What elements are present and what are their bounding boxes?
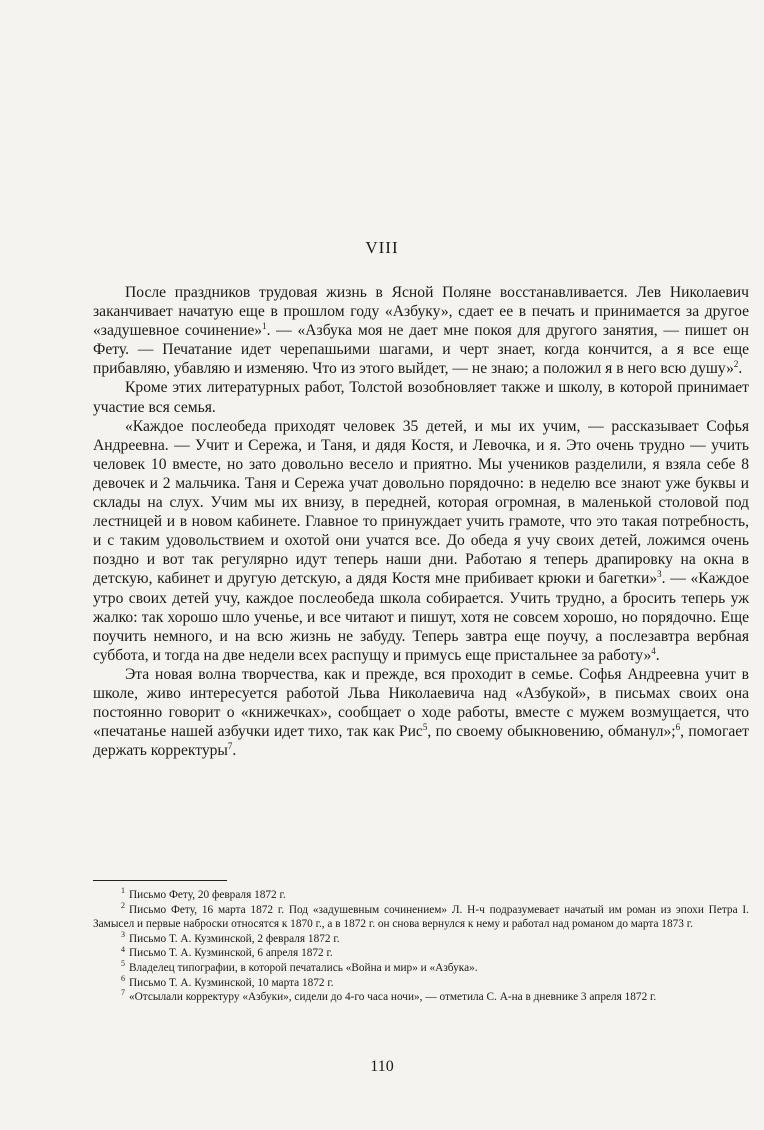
footnote (93, 900, 749, 932)
footnote (93, 932, 749, 947)
footnote (93, 961, 749, 976)
footnote-text: Письмо Т. А. Кузминской, 10 марта 1872 г. (129, 976, 334, 989)
footnote-ref-1: 1 (262, 321, 267, 331)
footnote-number: 4 (121, 944, 125, 954)
footnote-text: Письмо Т. А. Кузминской, 2 февраля 1872 г. (129, 932, 340, 945)
footnote-number: 2 (121, 900, 125, 910)
footnote-number: 7 (121, 988, 125, 998)
footnote-text: Письмо Фету, 20 февраля 1872 г. (129, 889, 286, 901)
footnote-ref-3: 3 (657, 569, 662, 580)
page-number: 110 (370, 1058, 394, 1075)
footnotes (93, 888, 749, 1005)
paragraph-4-text-c: , помогает держать корректуры (93, 723, 749, 760)
footnote-number: 5 (121, 959, 125, 969)
footnote-divider (93, 880, 227, 881)
paragraph-3-text-b: . — «Каждое утро своих детей учу, каждое послеобеда школа собирается. Учить трудно, а бросить теперь уж жалко: так хорошо шло ученье, и все читают и пишут, хотя не совсем хорошо, но порядочно. Еще поучить немного, и на всю жизнь не забуду. Теперь завтра еще поучу, а послезавтра вербная суббота, и тогда на две недели всех распущу и примусь еще пристальнее за работу» (93, 570, 749, 664)
paragraph-4-text-a: Эта новая волна творчества, как и прежде, вся проходит в семье. Софья Андреевна учит в школе, живо интересуется работой Льва Николаевича над «Азбукой», в письмах своих она постоянно говорит о «книжечках», сообщает о ходе работы, вместе с мужем возмущается, что «печатанье нашей азбучки идет тихо, так как Рис (93, 665, 749, 741)
paragraph-4-text-b: , по своему обыкновению, обманул»; (427, 723, 676, 741)
paragraph-4-text-d: . (232, 742, 237, 760)
footnote-ref-5: 5 (422, 721, 428, 732)
paragraph-1-text-c: . (738, 360, 743, 378)
paragraph-1 (93, 283, 749, 378)
paragraph-1-text-b: . — «Азбука моя не дает мне покоя для другого занятия, — пишет он Фету. — Печатание идет черепашьими шагами, и черт знает, когда кончится, а я все еще прибавляю, убавляю и изменяю. Что из этого выйдет, — не знаю; а положил я в него всю душу» (93, 322, 749, 378)
footnote (93, 973, 749, 991)
paragraph-3-text-a: «Каждое послеобеда приходят человек 35 детей, и мы их учим, — рассказывает Софья Андреевна. — Учит и Сережа, и Таня, и дядя Костя, и Левочка, и я. Это очень трудно — учить человек 10 вместе, но зато довольно весело и приятно. Мы учеников разделили, я взяла себе 8 девочек и 2 мальчика. Таня и Сережа учат довольно порядочно: в неделю все знают уже буквы и склады на слух. Учим мы их внизу, в передней, которая огромная, в маленькой столовой под лестницей и в новом кабинете. Главное то принуждает учить грамоте, что это такая потребность, и с таким удовольствием и охотой они учатся все. До обеда я учу своих детей, ложимся очень поздно и вот так регулярно идут теперь наши дни. Работаю я теперь драпировку на окна в детскую, кабинет и другую детскую, а дядя Костя мне прибивает крюки и багетки» (93, 417, 749, 588)
footnote-text: «Отсылали корректуру «Азбуки», сидели до 4-го часа ночи», — отметила С. А-на в дневнике 3 апреля 1872 г. (129, 991, 657, 1004)
footnote-ref-4: 4 (651, 645, 656, 656)
paragraph-3-text-c: . (655, 646, 660, 664)
footnote (93, 888, 749, 903)
footnote-number: 1 (121, 886, 125, 896)
footnote-text: Письмо Т. А. Кузминской, 6 апреля 1872 г. (129, 947, 333, 960)
paragraph-2: Кроме этих литературных работ, Толстой возобновляет также и школу, в которой принимает участие вся семья. (93, 379, 749, 416)
footnote-number: 3 (121, 930, 125, 940)
footnote-ref-2: 2 (733, 359, 739, 370)
footnote (93, 990, 749, 1005)
footnote-text: Владелец типографии, в которой печатались «Война и мир» и «Азбука». (129, 961, 478, 974)
paragraph-3 (93, 417, 749, 665)
footnote-text: Письмо Фету, 16 марта 1872 г. Под «задушевным сочинением» Л. Н-ч подразумевает начатый им роман из эпохи Петра I. Замысел и первые наброски относятся к 1870 г., а в 1872 г. он снова вернулся к нему и работал над романом до марта 1873 г. (93, 903, 749, 931)
footnote-number: 6 (121, 973, 125, 983)
paragraph-1-text-a: После праздников трудовая жизнь в Ясной Поляне восстанавливается. Лев Николаевич заканчивает начатую еще в прошлом году «Азбуку», сдает ее в печать и принимается за другое «задушевное сочинение» (93, 284, 749, 340)
chapter-heading: VIII (365, 238, 399, 257)
footnote-ref-6: 6 (675, 721, 681, 732)
main-text (93, 283, 749, 760)
paragraph-4 (93, 665, 749, 760)
footnote-ref-7: 7 (227, 741, 233, 752)
footnote (93, 946, 749, 961)
